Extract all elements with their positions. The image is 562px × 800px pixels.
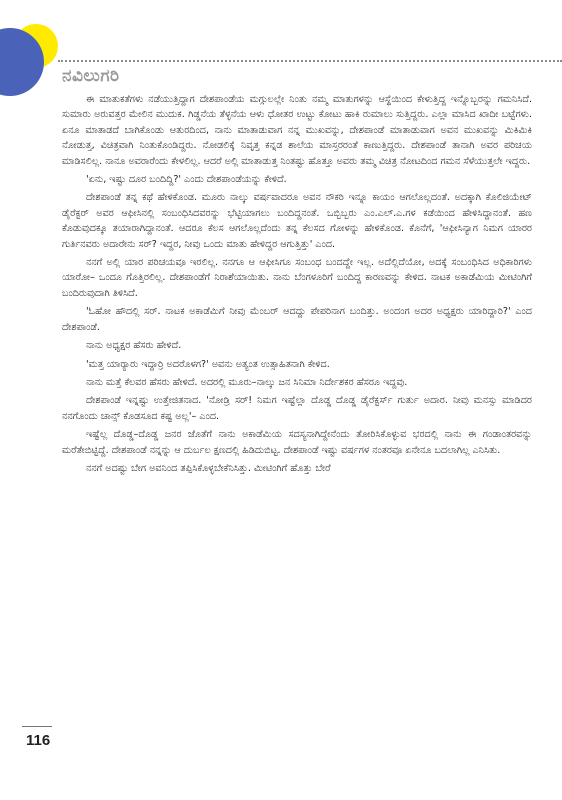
paragraph: ಇಷ್ಟೆಲ್ಲ ದೊಡ್ಡ–ದೊಡ್ಡ ಜನರ ಜೊತೆಗೆ ನಾನು ಅಕಾಡೆಮಿಯ ಸದಸ್ಯನಾಗಿದ್ದೇನೆಂದು ತೋರಿಸಿಕೊಳ್ಳುವ ಭರದಲ್ಲಿ ನಾನು ಈ ಗಂಡಾಂತರವನ್ನು ಮರೆತೇಬಿಟ್ಟಿದ್ದೆ. ದೇಶಪಾಂಡೆ ನನ್ನನ್ನು ಆ ದುರ್ಬಲ ಕ್ಷಣದಲ್ಲಿ ಹಿಡಿದುಬಿಟ್ಟ. ದೇಶಪಾಂಡೆ ಇಷ್ಟು ವರ್ಷಗಳ ನಂತರವೂ ಏನೇನೂ ಬದಲಾಗಿಲ್ಲ ಎನಿಸಿತು. <box>62 429 532 456</box>
page-number: 116 <box>26 732 51 749</box>
paragraph: ನನಗೆ ಅಲ್ಲಿ ಯಾರ ಪರಿಚಯವೂ ಇರಲಿಲ್ಲ. ನನಗೂ ಆ ಆಫೀಸಿಗೂ ಸಂಬಂಧ ಬಂದದ್ದೇ ಇಲ್ಲ. ಅದೆಲ್ಲಿದೆಯೋ, ಅದಕ್ಕೆ ಸಂಬಂಧಿಸಿದ ಅಧಿಕಾರಿಗಳು ಯಾರೋ– ಒಂದೂ ಗೊತ್ತಿರಲಿಲ್ಲ. ದೇಶಪಾಂಡೆಗೆ ನಿರಾಶೆಯಾಯಿತು. ನಾನು ಬೆಂಗಳೂರಿಗೆ ಬಂದಿದ್ದ ಕಾರಣವನ್ನು ಕೇಳಿದ. ನಾಟಕ ಅಕಾಡೆಮಿಯ ಮೀಟಿಂಗಿಗೆ ಬಂದಿರುವುದಾಗಿ ತಿಳಿಸಿದೆ. <box>62 257 532 299</box>
paragraph: ನಾನು ಅಧ್ಯಕ್ಷರ ಹೆಸರು ಹೇಳಿದೆ. <box>86 340 182 352</box>
header-dotted-rule <box>58 60 562 62</box>
paragraph: 'ಮತ್ತ ಯಾರ‍್ಯಾರು ಇದ್ದಾರ‍್ರಿ ಅದರೊಳಗ?' ಅವನು ಅತ್ಯಂತ ಉತ್ಸಾಹಿತನಾಗಿ ಕೇಳಿದ. <box>86 358 330 370</box>
running-head: ನವಿಲುಗರಿ <box>62 66 120 86</box>
page-number-rule <box>22 726 52 727</box>
paragraph: ನನಗೆ ಅದಷ್ಟು ಬೇಗ ಅವನಿಂದ ತಪ್ಪಿಸಿಕೊಳ್ಳಬೇಕೆನಿಸಿತ್ತು. ಮೀಟಿಂಗಿಗೆ ಹೊತ್ತು ಬೇರೆ <box>86 462 331 474</box>
paragraph: ಈ ಮಾತುಕತೆಗಳು ನಡೆಯುತ್ತಿದ್ದಾಗ ದೇಶಪಾಂಡೆಯ ಮಗ್ಗುಲಲ್ಲೇ ನಿಂತು ನಮ್ಮ ಮಾತುಗಳನ್ನು ಆಸ್ಥೆಯಿಂದ ಕೇಳುತ್ತಿದ್ದ ಇನ್ನೊಬ್ಬರನ್ನು ಗಮನಿಸಿದೆ. ಸುಮಾರು ಅರುವತ್ತರ ಮೇಲಿನ ಮುದುಕ. ಗಿಡ್ಡನೆಯ ತೆಳ್ಳನೆಯ ಆಳು ಧೋತರ ಉಟ್ಟು ಕೋಟು ಹಾಕಿ ರುಮಾಲು ಸುತ್ತಿದ್ದರು. ಎಲ್ಲಾ ಮಾಸಿದ ಖಾದೀ ಬಟ್ಟೆಗಳು. ಏನೂ ಮಾತಾಡದೆ ಬಾಗಿಕೊಂಡು ಆತುರದಿಂದ, ನಾನು ಮಾತಾಡುವಾಗ ನನ್ನ ಮುಖವನ್ನು, ದೇಶಪಾಂಡೆ ಮಾತಾಡುವಾಗ ಅವನ ಮುಖವನ್ನು ಮಿಕಿಮಿಕಿ ನೋಡುತ್ತ, ವಿಚಿತ್ರವಾಗಿ ನಿಂತುಕೊಂಡಿದ್ದರು. ನೋಡಲಿಕ್ಕೆ ನಿವೃತ್ತ ಕನ್ನಡ ಶಾಲೆಯ ಮಾಸ್ತರರಂತೆ ಕಾಣುತ್ತಿದ್ದರು. ದೇಶಪಾಂಡೆ ತಾನಾಗಿ ಅವರ ಪರಿಚಯ ಮಾಡಿಸಲಿಲ್ಲ. ನಾನೂ ಅವರಾರೆಂದು ಕೇಳಲಿಲ್ಲ. ಆದರೆ ಅಲ್ಲಿ ಮಾತಾಡುತ್ತ ನಿಂತಷ್ಟು ಹೊತ್ತೂ ಅವರು ತಮ್ಮ ವಿಚಿತ್ರ ನೋಟದಿಂದ ಗಮನ ಸೆಳೆಯುತ್ತಲೇ ಇದ್ದರು. <box>62 94 532 167</box>
page-body <box>62 92 532 732</box>
paragraph: 'ಓಹೋ ಹೌದಲ್ಲಿ ಸರ್. ನಾಟಕ ಅಕಾಡೆಮಿಗೆ ನೀವು ಮೆಂಬರ್ ಆದದ್ದು ಪೇಪರಿನಾಗ ಬಂದಿತ್ತು. ಅಂದಂಗ ಅದರ ಅಧ್ಯಕ್ಷರು ಯಾರಿದ್ದಾರಿ?' ಎಂದ ದೇಶಪಾಂಡೆ. <box>62 306 532 333</box>
paragraph: ದೇಶಪಾಂಡೆ ತನ್ನ ಕಥೆ ಹೇಳಿಕೊಂಡ. ಮೂರು ನಾಲ್ಕು ವರ್ಷವಾದರೂ ಅವನ ನೌಕರಿ ಇನ್ನೂ ಕಾಯಂ ಆಗಲೊಲ್ಲದಂತೆ. ಅದಕ್ಕಾಗಿ ಕೊಲಿಜಿಯೇಟ್ ಡೈರೆಕ್ಟರ್ ಅವರ ಆಫೀಸಿನಲ್ಲಿ ಸಂಬಂಧಿಸಿದವರನ್ನು ಭೆಟ್ಟಿಯಾಗಲು ಬಂದಿದ್ದನಂತೆ. ಒಬ್ಬಿಬ್ಬರು ಎಂ.ಎಲ್.ಎ.ಗಳ ಕಡೆಯಿಂದ ಹೇಳಿಸಿದ್ದಾನಂತೆ. ಹಣ ಕೊಡುವುದಕ್ಕೂ ತಯಾರಾಗಿದ್ದಾನಂತೆ. ಆದರೂ ಕೆಲಸ ಆಗಲೊಲ್ಲದೆಂದು ತನ್ನ ಕೆಲಸದ ಗೋಳನ್ನು ಹೇಳಿಕೊಂಡ. ಕೊನೆಗೆ, 'ಆಫೀಸಿನ್ಯಾಗ ನಿಮಗ ಯಾರರ ಗುರ್ತಿನವರು ಅದಾರೇನು ಸರ್? ಇದ್ದರ, ನೀವು ಒಂದು ಮಾತು ಹೇಳಿದ್ದರ ಆಗುತ್ತಿತ್ತು' ಎಂದ. <box>62 192 532 250</box>
paragraph: ನಾನು ಮತ್ತೆ ಕೆಲವರ ಹೆಸರು ಹೇಳಿದೆ. ಅದರಲ್ಲಿ ಮೂರು–ನಾಲ್ಕು ಜನ ಸಿನಿಮಾ ನಿರ್ದೇಶಕರ ಹೆಸರೂ ಇದ್ದವು. <box>86 376 408 388</box>
paragraph: ದೇಶಪಾಂಡೆ ಇನ್ನಷ್ಟು ಉತ್ತೇಜಿತನಾದ. 'ನೋಡ್ರಿ ಸರ್! ನಿಮಗ ಇಷ್ಟೆಲ್ಲಾ ದೊಡ್ಡ ದೊಡ್ಡ ಡೈರೆಕ್ಟರ್ಸ್ ಗುರ್ತು ಅದಾರ. ನೀವು ಮನಸ್ಸು ಮಾಡಿದರ ನನಗೊಂದು ಚಾನ್ಸ್ ಕೊಡಸೂದ ಕಷ್ಟ ಅಲ್ಲ'– ಎಂದ. <box>62 395 532 422</box>
paragraph: 'ಏನು, ಇಷ್ಟು ದೂರ ಬಂದಿದ್ದಿ?' ಎಂದು ದೇಶಪಾಂಡೆಯನ್ನು ಕೇಳಿದೆ. <box>86 174 287 186</box>
